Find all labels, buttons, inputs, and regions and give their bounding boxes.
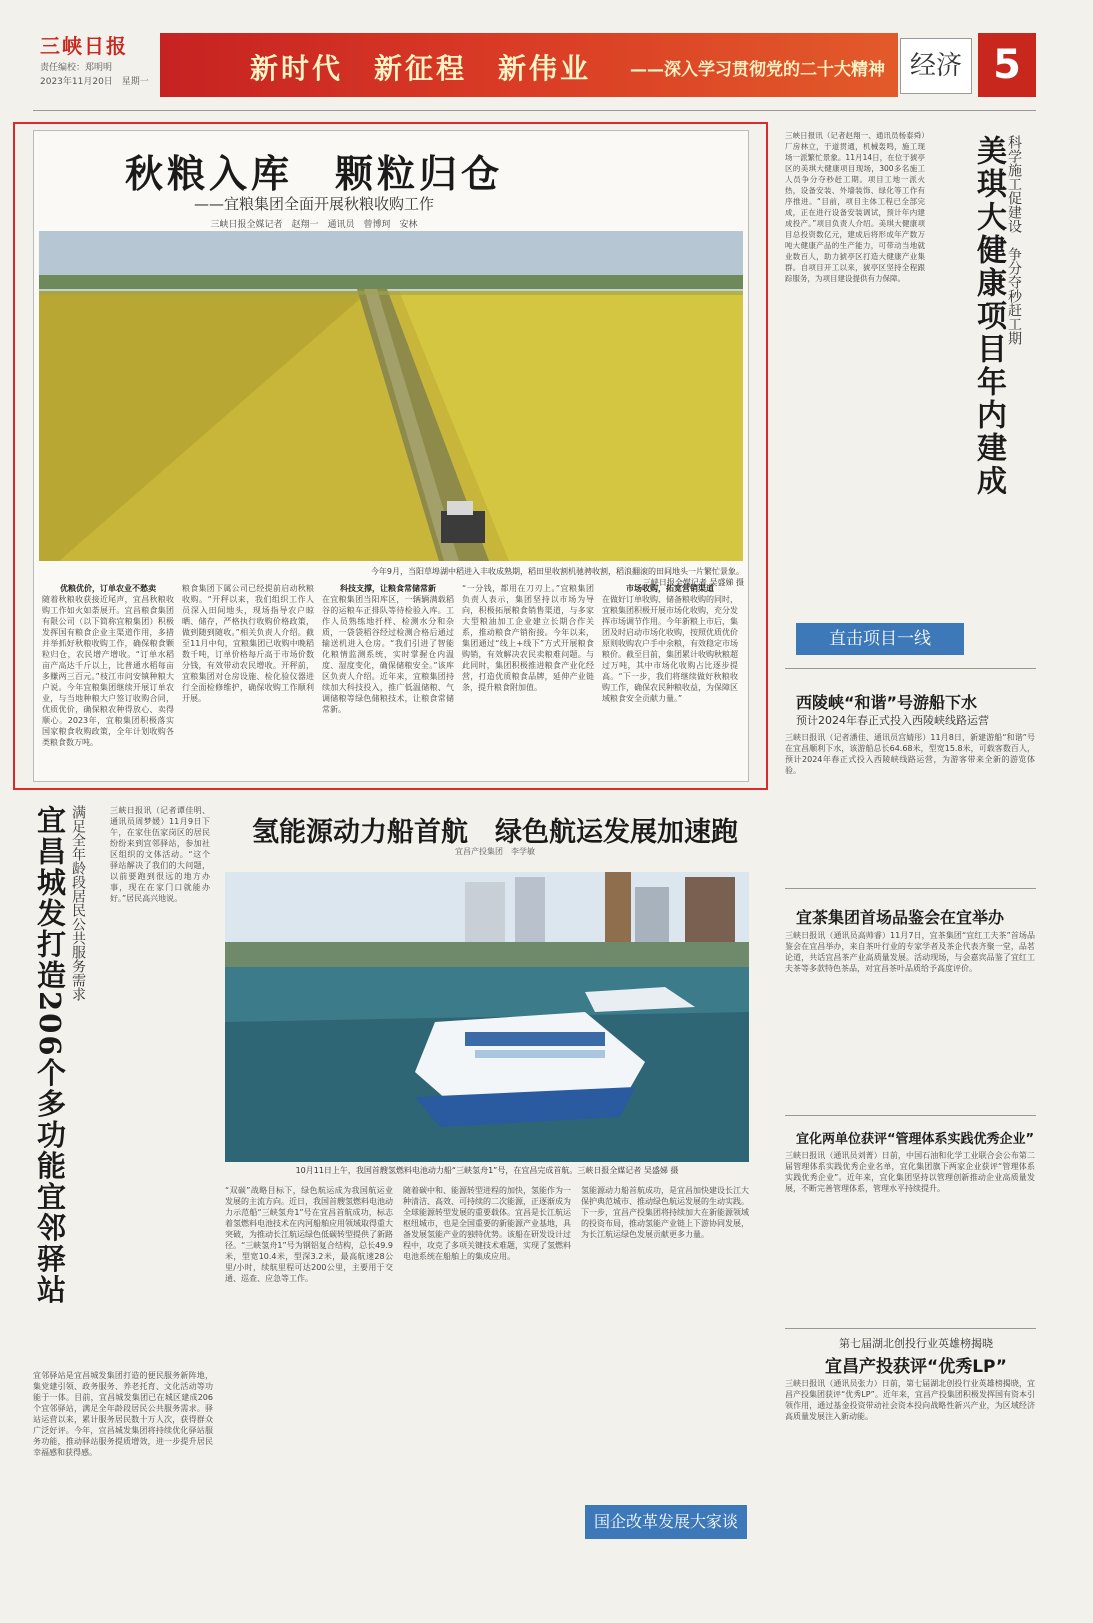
right-divider-4	[785, 1328, 1036, 1329]
brief-1-body: 三峡日报讯（记者潘佳、通讯员宫婧彤）11月8日，新建游船“和谐”号在宜昌顺利下水，该游船总长64.68米，型宽15.8米，可载客数百人，预计2024年春正式投入西陵峡线路运营，为游客带来全新的游览体验。	[785, 733, 1035, 775]
soe-reform-tag[interactable]: 国企改革发展大家谈	[585, 1505, 747, 1539]
brief-4-kicker: 第七届湖北创投行业英雄榜揭晓	[839, 1337, 993, 1350]
right-feature-headline: 美琪大健康项目年内建成	[971, 135, 1006, 498]
brief-4-body: 三峡日报讯（通讯员张力）日前，第七届湖北创投行业英雄榜揭晓，宜昌产投集团获评“优秀LP”。近年来，宜昌产投集团积极发挥国有资本引领作用，通过基金投资带动社会资本投向战略性新兴产业，为区域经济高质量发展注入新动能。	[785, 1379, 1035, 1421]
masthead-divider	[33, 110, 1036, 111]
left-article-body-bottom: 宜邻驿站是宜昌城发集团打造的便民服务新阵地，集党建引领、政务服务、养老托育、文化活动等功能于一体。目前，宜昌城发集团已在城区建成206个宜邻驿站，满足全年龄段居民公共服务需求。驿站运营以来，累计服务居民数十万人次，获得群众广泛好评。今年，宜昌城发集团将持续优化驿站服务功能，推动驿站服务提质增效，进一步提升居民幸福感和获得感。	[33, 1371, 213, 1457]
issue-date: 2023年11月20日 星期一	[40, 77, 149, 87]
feature-column-4: “一分钱，都用在刀刃上。”宜粮集团负责人表示，集团坚持以市场为导向，积极拓展粮食销售渠道，与多家大型粮油加工企业建立长期合作关系，推动粮食产销衔接。今年以来，集团通过“线上+线下”方式开展粮食购销，有效解决农民卖粮难问题。与此同时，集团积极推进粮食产业化经营，打造优质粮食品牌，延伸产业链条，提升粮食附加值。	[462, 584, 594, 692]
left-article-headline: 宜昌城发打造206个多功能宜邻驿站	[33, 805, 67, 1306]
feature-byline: 三峡日报全媒记者 赵翔一 通讯员 曾博珂 安林	[210, 220, 418, 230]
column-5-heading: 市场收购，拓宽营销渠道	[626, 584, 714, 593]
feature-subheadline: ——宜粮集团全面开展秋粮收购工作	[193, 195, 434, 213]
hydrogen-column-1: “双碳”战略目标下，绿色航运成为我国航运业发展的主流方向。近日，我国首艘氢燃料电池动力示范船“三峡氢舟1”号在宜昌首航成功，标志着氢燃料电池技术在内河船舶应用领域取得重大突破，为推动长江航运绿色低碳转型提供了新路径。“三峡氢舟1”号为钢铝复合结构，总长49.9米，型宽10.4米，型深3.2米，最高航速28公里/小时，续航里程可达200公里，主要用于交通、巡查、应急等工作。	[225, 1186, 393, 1283]
right-feature-body: 三峡日报讯（记者赵翔一、通讯员杨泰舜）厂房林立，干道贯通，机械轰鸣，施工现场一派繁忙景象。11月14日，在位于猇亭区的美琪大健康项目现场，300多名施工人员争分夺秒赶工期。项目工地一派火热，设备安装、外墙装饰、绿化等工作有序推进。“目前，项目主体工程已全部完成，正在进行设备安装调试，预计年内建成投产。”项目负责人介绍。美琪大健康项目总投资数亿元，建成后将形成年产数万吨大健康产品的生产能力，可带动当地就业数百人，助力猇亭区打造大健康产业集群。自项目开工以来，猇亭区坚持全程跟踪服务，为项目建设提供有力保障。	[785, 131, 925, 283]
brief-4-headline: 宜昌产投获评“优秀LP”	[825, 1357, 1007, 1377]
brief-1-subheadline: 预计2024年春正式投入西陵峡线路运营	[796, 714, 989, 727]
left-article-subheadline: 满足全年龄段居民公共服务需求	[70, 805, 86, 1001]
feature-column-1	[42, 583, 174, 773]
ship-river-illustration	[225, 872, 749, 1162]
hydrogen-article-byline: 宜昌产投集团 李学敏	[455, 847, 535, 856]
hydrogen-photo-caption: 10月11日上午，我国首艘氢燃料电池动力船“三峡氢舟1”号，在宜昌完成首航。三峡日报全媒记者 吴盛娣 摄	[295, 1166, 679, 1175]
banner-main-slogan: 新时代 新征程 新伟业	[250, 52, 592, 85]
brief-3-headline: 宜化两单位获评“管理体系实践优秀企业”	[796, 1132, 1035, 1147]
column-5-body: 在做好订单收购、储备粮收购的同时，宜粮集团积极开展市场化收购，充分发挥市场调节作用。今年新粮上市后，集团及时启动市场化收购，按照优质优价原则收购农户手中余粮，有效稳定市场粮价。截至目前，集团累计收购秋粮超过万吨，其中市场化收购占比逐步提高。“下一步，我们将继续做好秋粮收购工作，确保农民种粮收益，为保障区域粮食安全贡献力量。”	[602, 595, 738, 703]
photo-caption: 今年9月，当阳草埠湖中稻进入丰收成熟期，稻田里收割机驰骋收割，稻浪翻滚的田间地头一片繁忙景象。三峡日报全媒记者 吴盛娣 摄	[370, 567, 744, 587]
column-1-body: 随着秋粮收获接近尾声，宜昌秋粮收购工作如火如荼展开。宜昌粮食集团有限公司（以下简称宜粮集团）积极发挥国有粮食企业主渠道作用，多措并举抓好秋粮收购工作，确保粮食颗粒归仓，农民增产增收。“订单水稻亩产高达千斤以上，比普通水稻每亩多赚两三百元。”枝江市问安镇种粮大户说。今年宜粮集团继续开展订单农业，与当地种粮大户签订收购合同，优质优价，确保粮农种得放心、卖得顺心。2023年，宜粮集团积极落实国家粮食收购政策，全年计划收购各类粮食数万吨。	[42, 595, 174, 747]
feature-headline: 秋粮入库 颗粒归仓	[124, 151, 503, 196]
right-divider-2	[785, 888, 1036, 889]
right-feature-subheadline: 科学施工促建设 争分夺秒赶工期	[1006, 135, 1022, 345]
rice-harvest-photo[interactable]	[39, 231, 743, 561]
feature-column-2: 粮食集团下属公司已经提前启动秋粮收购。“开秤以来，我们组织工作人员深入田间地头，现场指导农户晾晒、储存，严格执行收购价格政策，做到随到随收。”相关负责人介绍。截至11月中旬，宜粮集团已收购中晚稻数千吨，订单价格每斤高于市场价数分钱，有效带动农民增收。开秤前，宜粮集团对仓房设施、检化验仪器进行全面检修维护，确保收购工作顺利开展。	[182, 584, 314, 703]
section-label: 经济	[900, 38, 972, 94]
hydrogen-column-3: 氢能源动力船首航成功，是宜昌加快建设长江大保护典范城市、推动绿色航运发展的生动实践。下一步，宜昌产投集团将持续加大在新能源领域的投资布局，推动氢能产业链上下游协同发展，为长江航运绿色发展贡献更多力量。	[581, 1186, 749, 1239]
hydrogen-column-2: 随着碳中和、能源转型进程的加快，氢能作为一种清洁、高效、可持续的二次能源，正逐渐成为全球能源转型发展的重要载体。宜昌是长江航运枢纽城市，也是全国重要的新能源产业基地，具备发展氢能产业的独特优势。该船在研发设计过程中，攻克了多项关键技术难题，实现了氢燃料电池系统在船舶上的集成应用。	[403, 1186, 571, 1261]
theme-banner	[160, 33, 898, 97]
right-divider-3	[785, 1115, 1036, 1116]
banner-sub-slogan: ——深入学习贯彻党的二十大精神	[630, 60, 885, 80]
column-3-heading: 科技支撑，让粮食常储常新	[340, 584, 436, 593]
page-number: 5	[978, 33, 1036, 97]
column-3-body: 在宜粮集团当阳库区，一辆辆满载稻谷的运粮车正排队等待检验入库。工作人员熟练地扦样、检测水分和杂质，一袋袋稻谷经过检测合格后通过输送机进入仓房。“我们引进了智能化粮情监测系统，实时掌握仓内温度、湿度变化，确保储粮安全。”该库区负责人介绍。近年来，宜粮集团持续加大科技投入，推广低温储粮、气调储粮等绿色储粮技术，让粮食常储常新。	[322, 595, 454, 714]
editor-line: 责任编校：郑明明	[40, 63, 113, 73]
hydrogen-ship-photo[interactable]	[225, 872, 749, 1162]
hydrogen-article-headline: 氢能源动力船首航 绿色航运发展加速跑	[252, 817, 738, 848]
right-divider-1	[785, 668, 1036, 669]
brief-2-body: 三峡日报讯（通讯员高帅睿）11月7日，宜茶集团“宜红工夫茶”首场品鉴会在宜昌举办，来自茶叶行业的专家学者及茶企代表齐聚一堂，品茗论道，共话宜昌茶产业高质量发展。活动现场，与会嘉宾品鉴了宜红工夫茶等多款特色茶品，对宜昌茶叶品质给予高度评价。	[785, 931, 1035, 973]
brief-2-headline: 宜茶集团首场品鉴会在宜举办	[796, 908, 1005, 927]
brief-1-headline: 西陵峡“和谐”号游船下水	[796, 693, 978, 712]
feature-article[interactable]	[33, 130, 749, 782]
newspaper-logo: 三峡日报	[40, 34, 128, 58]
feature-column-3	[322, 583, 454, 773]
left-article-body-top: 三峡日报讯（记者谭佳明、通讯员周梦媛）11月9日下午，在家住伍家岗区的居民纷纷来到宜邻驿站，参加社区组织的文体活动。“这个驿站解决了我们的大问题，以前要跑到很远的地方办事，现在在家门口就能办好。”居民高兴地说。	[110, 806, 210, 903]
brief-3-body: 三峡日报讯（通讯员刘菁）日前，中国石油和化学工业联合会公布第二届管理体系实践优秀企业名单，宜化集团旗下两家企业获评“管理体系实践优秀企业”。近年来，宜化集团坚持以管理创新推动企业高质量发展，不断完善管理体系，管理水平持续提升。	[785, 1151, 1035, 1193]
feature-column-5	[602, 583, 738, 773]
column-1-heading: 优粮优价，订单农业不愁卖	[60, 584, 156, 593]
rice-field-illustration	[39, 231, 743, 561]
direct-project-tag[interactable]: 直击项目一线	[796, 623, 964, 655]
